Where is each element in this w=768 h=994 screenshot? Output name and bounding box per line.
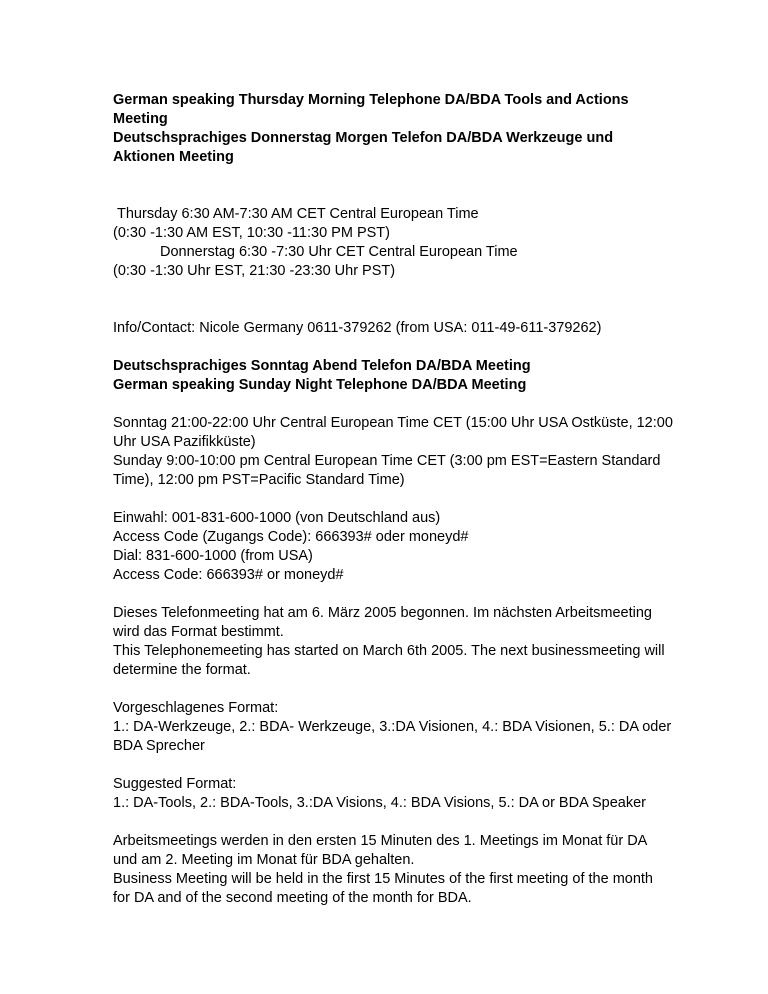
- format-de: 1.: DA-Werkzeuge, 2.: BDA- Werkzeuge, 3.:DA Visionen, 4.: BDA Visionen, 5.: DA oder BDA Sprecher: [113, 719, 672, 754]
- sunday-start-en: This Telephonemeeting has started on March 6th 2005. The next businessmeeting will determine the format.: [113, 643, 665, 678]
- thursday-time-en: Thursday 6:30 AM-7:30 AM CET Central European Time: [117, 206, 479, 222]
- thursday-time-de: Donnerstag 6:30 -7:30 Uhr CET Central European Time: [160, 244, 518, 260]
- sunday-code-en: Access Code: 666393# or moneyd#: [113, 567, 344, 583]
- format-en-label: Suggested Format:: [113, 776, 237, 792]
- sunday-time-en: Sunday 9:00-10:00 pm Central European Time CET (3:00 pm EST=Eastern Standard Time), 12:00 pm PST=Pacific Standard Time): [113, 453, 661, 488]
- business-de: Arbeitsmeetings werden in den ersten 15 Minuten des 1. Meetings im Monat für DA und am 2. Meeting im Monat für BDA gehalten.: [113, 833, 647, 868]
- thursday-time-de-us: (0:30 -1:30 Uhr EST, 21:30 -23:30 Uhr PST): [113, 263, 396, 279]
- business-en: Business Meeting will be held in the first 15 Minutes of the first meeting of the month for DA and of the second meeting of the month for BDA.: [113, 871, 653, 906]
- sunday-title-en: German speaking Sunday Night Telephone DA/BDA Meeting: [113, 377, 527, 393]
- sunday-start-de: Dieses Telefonmeeting hat am 6. März 2005 begonnen. Im nächsten Arbeitsmeeting wird das Format bestimmt.: [113, 605, 652, 640]
- thursday-title-en: German speaking Thursday Morning Telephone DA/BDA Tools and Actions Meeting: [113, 92, 629, 127]
- thursday-contact: Info/Contact: Nicole Germany 0611-379262 (from USA: 011-49-611-379262): [113, 320, 602, 336]
- thursday-time-en-us: (0:30 -1:30 AM EST, 10:30 -11:30 PM PST): [113, 225, 390, 241]
- sunday-time-de: Sonntag 21:00-22:00 Uhr Central European Time CET (15:00 Uhr USA Ostküste, 12:00 Uhr USA Pazifikküste): [113, 415, 673, 450]
- thursday-title-de: Deutschsprachiges Donnerstag Morgen Telefon DA/BDA Werkzeuge und Aktionen Meeting: [113, 130, 614, 165]
- sunday-title-de: Deutschsprachiges Sonntag Abend Telefon DA/BDA Meeting: [113, 358, 531, 374]
- sunday-code-de: Access Code (Zugangs Code): 666393# oder moneyd#: [113, 529, 469, 545]
- sunday-dial-de: Einwahl: 001-831-600-1000 (von Deutschland aus): [113, 510, 441, 526]
- document-page: [113, 91, 673, 908]
- format-de-label: Vorgeschlagenes Format:: [113, 700, 279, 716]
- sunday-dial-en: Dial: 831-600-1000 (from USA): [113, 548, 313, 564]
- format-en: 1.: DA-Tools, 2.: BDA-Tools, 3.:DA Visions, 4.: BDA Visions, 5.: DA or BDA Speaker: [113, 795, 646, 811]
